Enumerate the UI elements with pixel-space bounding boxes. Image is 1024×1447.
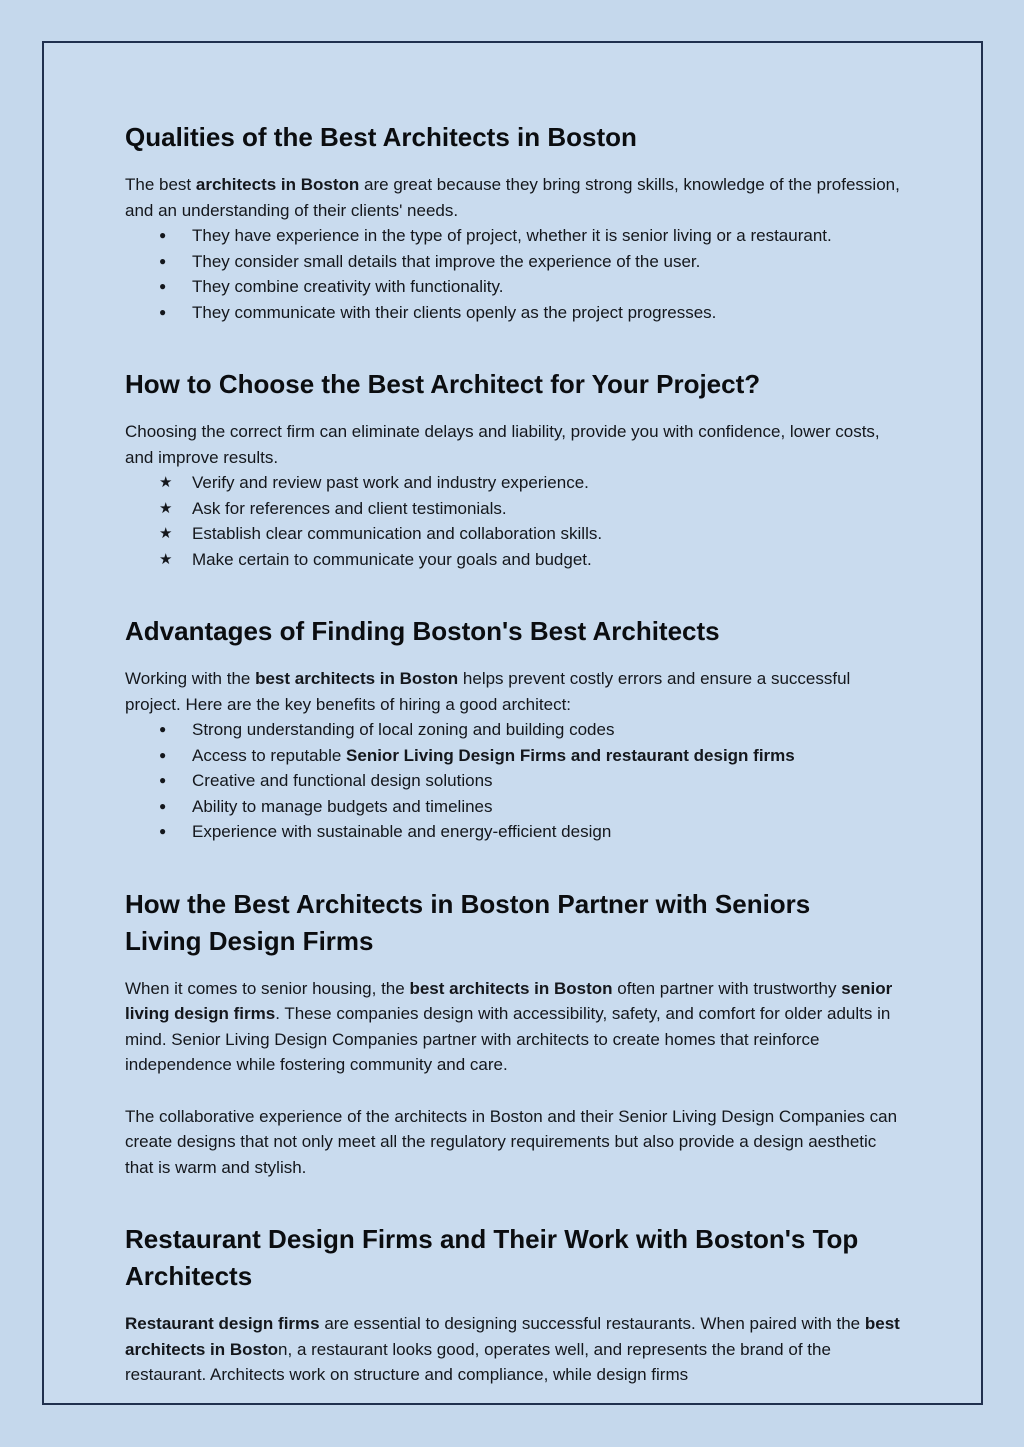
dot-bullet-icon: ● <box>159 279 167 293</box>
section-seniors-partner <box>125 886 909 1181</box>
paragraph <box>125 419 909 470</box>
document-content <box>44 43 981 1388</box>
list-item <box>125 496 909 522</box>
section-heading: How to Choose the Best Architect for Your Project? <box>125 369 761 399</box>
list-item <box>125 547 909 573</box>
list-item-text <box>192 717 614 743</box>
dot-bullet-icon: ● <box>159 824 167 838</box>
bold-text-run: Restaurant design firms <box>125 1314 320 1333</box>
text-run: Ability to manage budgets and timelines <box>192 796 493 816</box>
text-run: Experience with sustainable and energy-efficient design <box>192 822 612 841</box>
text-run: are essential to designing successful restaurants. When paired with the <box>319 1314 865 1333</box>
list-item-text <box>192 274 503 300</box>
text-run: When it comes to senior housing, the <box>125 978 410 998</box>
dot-bullet-icon: ● <box>159 228 167 242</box>
list-item <box>125 717 909 743</box>
list-item-text <box>192 496 507 522</box>
section-heading: Restaurant Design Firms and Their Work with Boston's Top Architects <box>125 1224 859 1291</box>
text-run: Ask for references and client testimonials. <box>192 498 507 518</box>
section-qualities <box>125 119 909 325</box>
list-item-text <box>192 223 832 249</box>
text-run: often partner with trustworthy <box>612 978 842 998</box>
list-item <box>125 300 909 326</box>
list-item-text <box>192 768 493 794</box>
text-run: The best <box>125 175 196 194</box>
list-item-text <box>192 547 592 573</box>
bold-text-run: Senior Living Design Firms and restaurant design firms <box>346 745 795 765</box>
star-list <box>125 470 909 572</box>
text-run: Strong understanding of local zoning and building codes <box>192 720 615 739</box>
paragraph <box>125 666 909 717</box>
text-run: Choosing the correct firm can eliminate delays and liability, provide you with confidence, lower costs, and improve results. <box>125 422 880 467</box>
list-item <box>125 521 909 547</box>
section-advantages <box>125 613 909 845</box>
star-bullet-icon: ★ <box>159 499 173 517</box>
text-run: . These companies design with accessibility, safety, and comfort for older adults in mind. Senior Living Design Companies partner with architects to create homes that reinforce independence while fostering community and care. <box>125 1004 891 1074</box>
list-item-text <box>192 794 493 820</box>
list-item-text <box>192 819 611 845</box>
list-item <box>125 768 909 794</box>
text-run: are great because they bring strong skills, knowledge of the profession, and an understanding of their clients' needs. <box>125 175 900 220</box>
dot-bullet-icon: ● <box>159 747 167 762</box>
list-item <box>125 249 909 275</box>
list-item-text <box>192 521 602 547</box>
list-item-text <box>192 249 700 275</box>
text-run: The collaborative experience of the architects in Boston and their Senior Living Design Companies can create designs that not only meet all the regulatory requirements but also provide a design aesthetic that is warm and stylish. <box>125 1106 898 1177</box>
bold-text-run: best architects in Bosto <box>125 1314 900 1359</box>
section-heading: How the Best Architects in Boston Partner with Seniors Living Design Firms <box>125 888 811 956</box>
bold-text-run: best architects in Boston <box>409 978 613 998</box>
star-bullet-icon: ★ <box>159 474 173 491</box>
text-run: They communicate with their clients openly as the project progresses. <box>192 302 717 322</box>
section-restaurant-design <box>125 1221 909 1388</box>
paragraph <box>125 976 909 1078</box>
list-item <box>125 470 909 496</box>
text-run: They combine creativity with functionality. <box>192 277 504 296</box>
dot-bullet-icon: ● <box>159 773 167 787</box>
bold-text-run: senior living design firms <box>125 978 893 1023</box>
list-item-text <box>192 470 589 496</box>
text-run: They consider small details that improve the experience of the user. <box>192 251 701 271</box>
dot-bullet-icon: ● <box>159 253 167 268</box>
section-how-to-choose <box>125 366 909 572</box>
text-run: n, a restaurant looks good, operates well, and represents the brand of the restaurant. Architects work on structure and compliance, while design firms <box>125 1339 831 1384</box>
bullet-list <box>125 223 909 325</box>
bold-text-run: best architects in Boston <box>255 669 459 688</box>
text-run: Access to reputable <box>192 745 347 765</box>
dot-bullet-icon: ● <box>159 304 167 319</box>
section-heading: Advantages of Finding Boston's Best Architects <box>125 616 720 646</box>
section-heading: Qualities of the Best Architects in Boston <box>125 122 637 152</box>
list-item-text <box>192 743 795 769</box>
star-bullet-icon: ★ <box>159 525 173 542</box>
dot-bullet-icon: ● <box>159 798 167 813</box>
text-run: They have experience in the type of project, whether it is senior living or a restaurant. <box>192 226 832 245</box>
text-run: helps prevent costly errors and ensure a successful project. Here are the key benefits of hiring a good architect: <box>125 669 851 714</box>
list-item <box>125 819 909 845</box>
list-item <box>125 274 909 300</box>
page-frame <box>42 41 983 1405</box>
paragraph <box>125 1104 909 1181</box>
text-run: Creative and functional design solutions <box>192 771 493 790</box>
list-item-text <box>192 300 716 326</box>
list-item <box>125 794 909 820</box>
bold-text-run: architects in Boston <box>195 175 360 194</box>
dot-bullet-icon: ● <box>159 722 167 736</box>
text-run: Working with the <box>125 669 256 688</box>
star-bullet-icon: ★ <box>159 550 173 568</box>
list-item <box>125 223 909 249</box>
list-item <box>125 743 909 769</box>
text-run: Verify and review past work and industry experience. <box>192 473 589 492</box>
paragraph <box>125 172 909 223</box>
paragraph <box>125 1311 909 1388</box>
text-run: Make certain to communicate your goals and budget. <box>192 549 592 569</box>
text-run: Establish clear communication and collaboration skills. <box>192 524 603 543</box>
bullet-list <box>125 717 909 845</box>
